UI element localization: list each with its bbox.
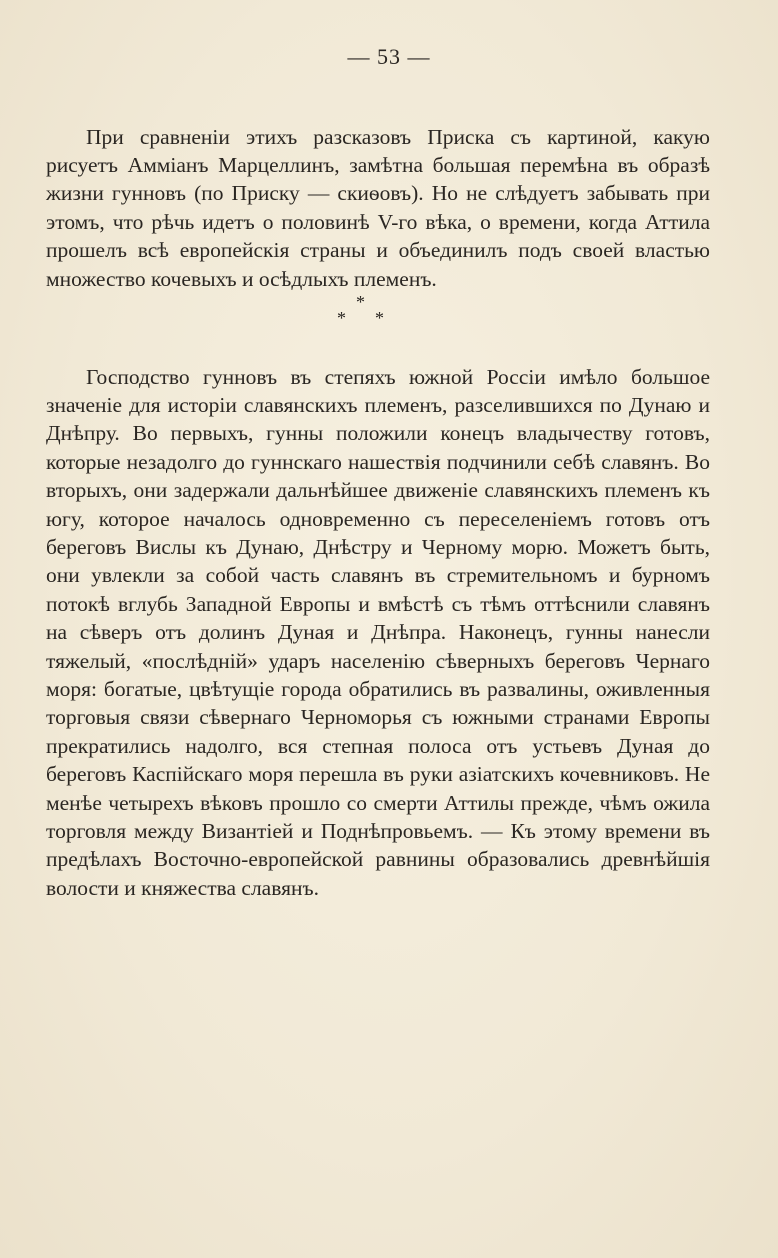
paragraph-2: Господство гунновъ въ степяхъ южной Россіи имѣло большое значеніе для исторіи славянскихъ племенъ, разселившихся по Дунаю и Днѣпру. Во первыхъ, гунны положили конецъ владычеству готовъ, которые незадолго до гуннскаго нашествія подчинили себѣ славянъ. Во вторыхъ, они задержали дальнѣйшее движеніе славянскихъ племенъ къ югу, которое началось одновременно съ переселеніемъ готовъ отъ береговъ Вислы къ Дунаю, Днѣстру и Черному морю. Можетъ быть, они увлекли за собой часть славянъ въ стремительномъ и бурномъ потокѣ вглубь Западной Европы и вмѣстѣ съ тѣмъ оттѣснили славянъ на сѣверъ отъ долинъ Дуная и Днѣпра. Наконецъ, гунны нанесли тяжелый, «послѣдній» ударъ населенію сѣверныхъ береговъ Чернаго моря: богатые, цвѣтущіе города обратились въ развалины, оживленныя торговыя связи сѣвернаго Черноморья съ южными странами Европы прекратились надолго, вся степная полоса отъ устьевъ Дуная до береговъ Каспійскаго моря перешла въ руки азіатскихъ кочевниковъ. Не менѣе четырехъ вѣковъ прошло со смерти Аттилы прежде, чѣмъ ожила торговля между Византіей и Поднѣпровьемъ. — Къ этому времени въ предѣлахъ Восточно-европейской равнины образовались древнѣйшія волости и княжества славянъ. [46, 364, 710, 900]
asterism-star-top: * [356, 292, 365, 312]
asterism-star-right: * [375, 308, 384, 328]
asterism-divider [330, 293, 390, 333]
page-number: — 53 — [347, 44, 431, 69]
asterism-star-left: * [337, 308, 346, 328]
paragraph-1: При сравненіи этихъ разсказовъ Приска съ картиной, какую рисуетъ Амміанъ Марцеллинъ, замѣтна большая перемѣна въ образѣ жизни гунновъ (по Приску — скиѳовъ). Но не слѣдуетъ забывать при этомъ, что рѣчь идетъ о половинѣ V-го вѣка, о времени, когда Аттила прошелъ всѣ европейскія страны и объединилъ подъ своей властью множество кочевыхъ и осѣдлыхъ племенъ. [46, 124, 710, 291]
